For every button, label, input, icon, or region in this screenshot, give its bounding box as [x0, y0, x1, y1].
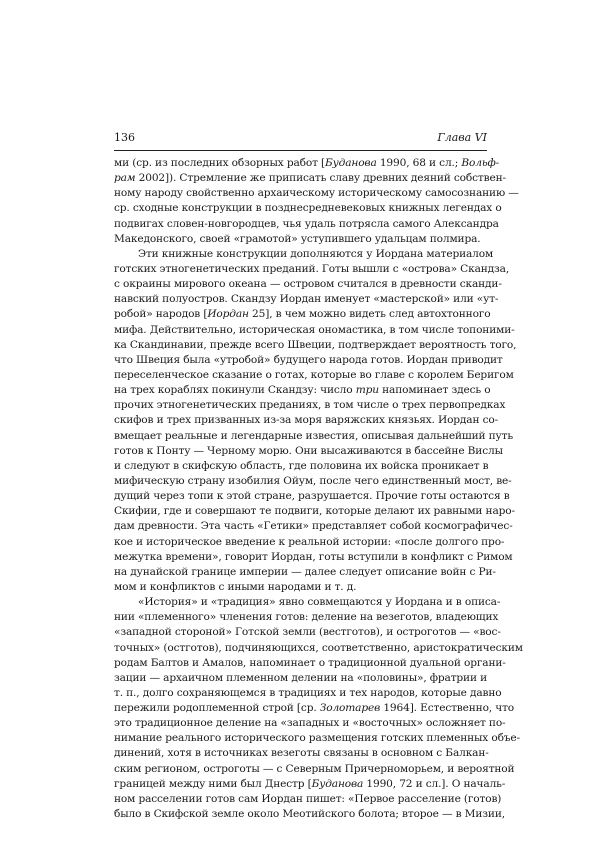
text-line: [114, 247, 494, 262]
text-segment: Эти книжные конструкции дополняются у Иордана материалом: [138, 247, 494, 260]
text-segment: дущий через топи к этой стране, разрушается. Прочие готы остаются в: [114, 490, 510, 503]
text-segment: скифов и трех призванных из-за моря варяжских князьях. Иордан со-: [114, 414, 499, 427]
text-line: [114, 580, 487, 595]
text-line: [114, 353, 503, 368]
text-line: [114, 489, 510, 504]
running-head: [114, 128, 487, 151]
text-segment: ка Скандинавии, прежде всего Швеции, подтверждает вероятность того,: [114, 338, 517, 351]
text-line: [114, 731, 520, 746]
text-line: [114, 292, 499, 307]
text-segment: межутка времени», говорит Иордан, готы вступили в конфликт с Римом: [114, 550, 513, 563]
italic-citation: Золотарев: [319, 702, 381, 715]
text-line: [114, 383, 491, 398]
text-segment: это традиционное деление на «западных и «восточных» осложняет по-: [114, 717, 506, 730]
text-line: [114, 746, 487, 761]
text-line: [114, 459, 487, 474]
text-segment: динений, хотя в источниках везеготы связаны в основном с Балкан-: [114, 747, 489, 760]
text-line: [114, 777, 506, 792]
book-page: [114, 128, 523, 822]
text-segment: 1990, 72 и сл.]. О началь-: [363, 777, 506, 790]
text-segment: 25], в чем можно видеть след автохтонного: [248, 308, 491, 321]
text-segment: готов к Понту — Черному морю. Они высаживаются в бассейне Вислы: [114, 444, 503, 457]
text-segment: точных» (остготов), подчиняющихся, соответственно, аристократическим: [114, 641, 523, 654]
text-line: [114, 656, 506, 671]
text-segment: ским регионом, остроготы — с Северным Причерноморьем, и вероятной: [114, 762, 515, 775]
text-segment: пережили родоплеменной строй [ср.: [114, 702, 320, 715]
text-line: [114, 792, 502, 807]
italic-citation: Буданова: [325, 157, 377, 169]
text-segment: 1964]. Естественно, что: [380, 702, 515, 715]
text-segment: ср. сходные конструкции в позднесредневековых книжных легендах о: [114, 202, 502, 215]
text-segment: что Швеция была «утробой» будущего народа готов. Иордан приводит: [114, 353, 503, 366]
text-line: [114, 519, 513, 534]
text-segment: переселенческое сказание о готах, которые во главе с королем Беригом: [114, 368, 514, 381]
text-segment: прочих этногенетических преданиях, в том числе о трех первопредках: [114, 399, 506, 412]
text-segment: навский полуостров. Скандзу Иордан именует «мастерской» или «ут-: [114, 293, 499, 306]
text-line: [114, 565, 496, 580]
text-line: [114, 217, 499, 232]
text-line: [114, 323, 515, 338]
text-segment: мифическую страну изобилия Ойум, после чего единственный мост, ве-: [114, 474, 512, 487]
text-line: [114, 610, 499, 625]
text-line: [114, 398, 506, 413]
body-text: [114, 156, 523, 822]
text-line: [114, 474, 512, 489]
text-segment: 2002]). Стремление же приписать славу древних деяний собствен-: [135, 172, 506, 185]
text-line: [114, 762, 515, 777]
text-segment: с окраины мирового океана — островом считался в древности сканди-: [114, 278, 502, 291]
text-segment: вмещает реальные и легендарные известия, описывая дальнейший путь: [114, 429, 513, 442]
text-line: [114, 277, 502, 292]
text-segment: ному народу свойственно архаическому историческому самосознанию —: [114, 187, 519, 200]
italic-citation: Вольф-: [461, 157, 500, 169]
text-line: [114, 338, 517, 353]
text-line: [114, 444, 503, 459]
text-segment: подвигах словен-новгородцев, чья удаль потрясла самого Александра: [114, 217, 499, 230]
text-line: [114, 595, 501, 610]
text-segment: напоминает здесь о: [378, 384, 491, 397]
text-line: [114, 232, 487, 247]
italic-citation: Иордан: [207, 308, 249, 321]
text-segment: т. п., долго сохраняющемся в традициях и тех народов, которые давно: [114, 686, 502, 699]
text-line: [114, 807, 505, 822]
text-line: [114, 156, 500, 171]
text-line: [114, 262, 510, 277]
text-segment: мом и конфликтов с иными народами и т. д.: [114, 580, 357, 593]
text-segment: на дунайской границе империи — далее следует описание войн с Ри-: [114, 565, 496, 578]
chapter-title: Глава VI: [437, 131, 487, 144]
text-line: [114, 504, 515, 519]
text-line: [114, 201, 502, 216]
text-segment: кое и историческое введение к реальной истории: «после долгого про-: [114, 535, 505, 548]
text-segment: границей между ними был Днестр [: [114, 777, 312, 790]
text-line: [114, 550, 513, 565]
text-line: [114, 701, 515, 716]
italic-citation: три: [355, 384, 379, 397]
text-line: [114, 686, 502, 701]
text-segment: на трех кораблях покинули Скандзу: число: [114, 384, 356, 397]
text-line: [114, 368, 514, 383]
italic-citation: рам: [114, 172, 136, 185]
text-line: [114, 307, 491, 322]
text-line: [114, 671, 487, 686]
text-segment: нимание реального исторического размещения готских племенных объе-: [114, 732, 520, 745]
text-segment: готских этногенетических преданий. Готы вышли с «острова» Скандза,: [114, 262, 510, 275]
text-line: [114, 413, 499, 428]
text-segment: «История» и «традиция» явно совмещаются у Иордана и в описа-: [138, 596, 501, 609]
text-segment: родам Балтов и Амалов, напоминает о традиционной дуальной органи-: [114, 656, 506, 669]
text-segment: ном расселении готов сам Иордан пишет: «Первое расселение (готов): [114, 792, 502, 805]
text-line: [114, 641, 523, 656]
text-segment: 1990, 68 и сл.;: [376, 157, 462, 169]
text-segment: зации — архаичном племенном делении на «половины», фратрии и: [114, 671, 487, 684]
text-line: [114, 186, 519, 201]
text-segment: Скифии, где и совершают те подвиги, которые делают их равными наро-: [114, 505, 515, 518]
text-segment: и следуют в скифскую область, где половина их войска проникает в: [114, 459, 489, 472]
text-line: [114, 429, 513, 444]
text-segment: было в Скифской земле около Меотийского болота; второе — в Мизии,: [114, 808, 505, 821]
text-line: [114, 171, 506, 186]
text-segment: Македонского, своей «грамотой» уступившего удальцам полмира.: [114, 232, 481, 245]
page-number: 136: [114, 131, 135, 144]
text-segment: мифа. Действительно, историческая ономастика, в том числе топоними-: [114, 323, 515, 336]
text-segment: ми (ср. из последних обзорных работ [: [114, 157, 326, 169]
text-segment: дам древности. Эта часть «Гетики» представляет собой космографичес-: [114, 520, 513, 533]
text-segment: робой» народов [: [114, 308, 208, 321]
italic-citation: Буданова: [311, 777, 364, 790]
text-line: [114, 535, 505, 550]
text-segment: нии «племенного» членения готов: деление на везеготов, владеющих: [114, 611, 499, 624]
text-line: [114, 625, 501, 640]
text-line: [114, 716, 506, 731]
text-segment: «западной стороной» Готской земли (вестготов), и остроготов — «вос-: [114, 626, 501, 639]
